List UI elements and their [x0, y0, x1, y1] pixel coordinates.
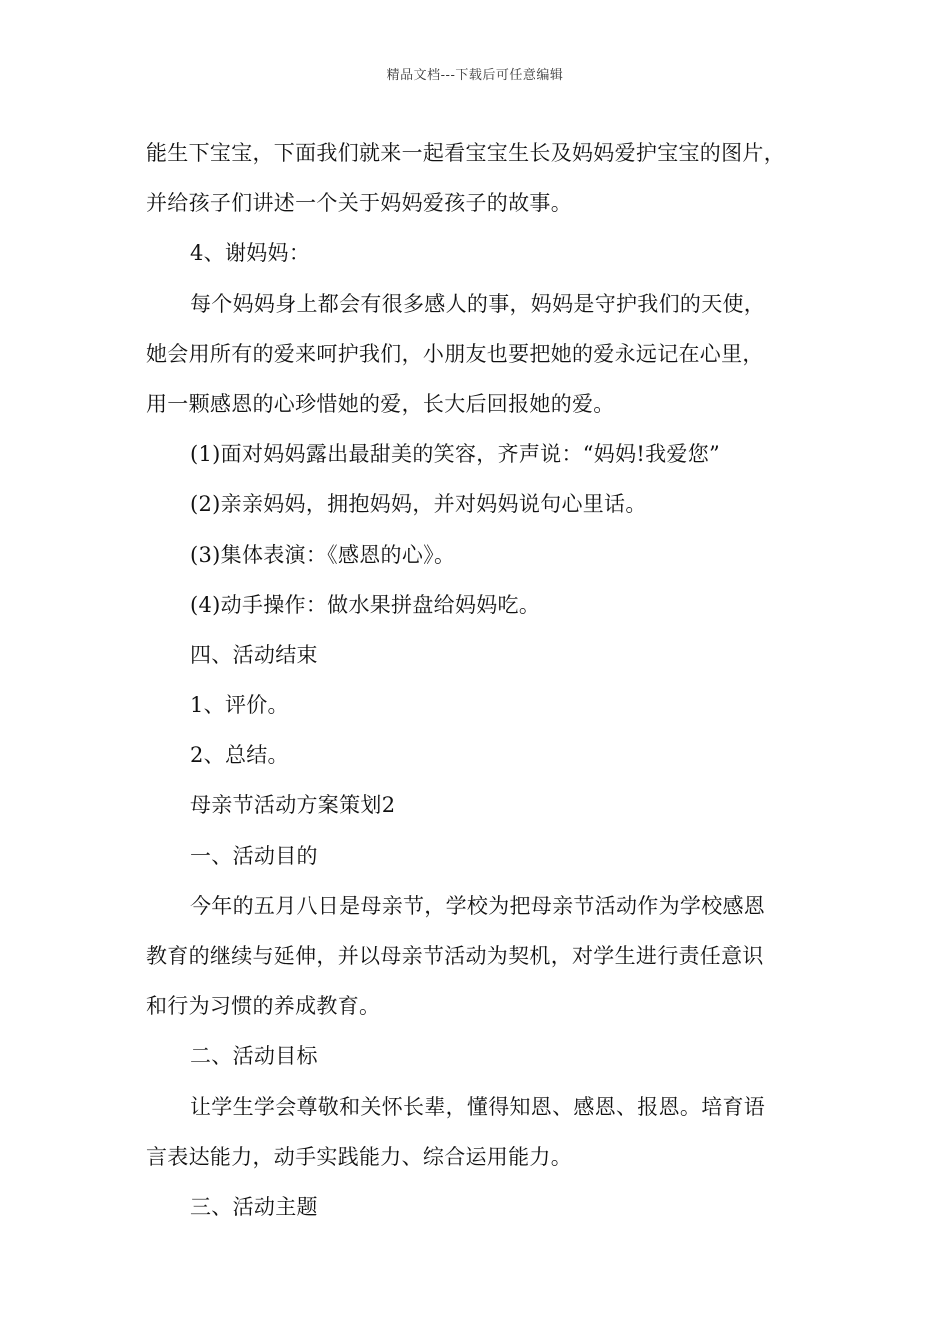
section-heading-goals: 二、活动目标: [190, 1044, 318, 1069]
text-line-21: 言表达能力，动手实践能力、综合运用能力。: [146, 1144, 572, 1169]
text-line-20: 让学生学会尊敬和关怀长辈，懂得知恩、感恩、报恩。培育语: [190, 1094, 766, 1119]
text-line-5: 她会用所有的爱来呵护我们，小朋友也要把她的爱永远记在心里，: [146, 341, 764, 366]
text-line-4: 每个妈妈身上都会有很多感人的事，妈妈是守护我们的天使，: [190, 291, 766, 316]
text-line-1: 能生下宝宝，下面我们就来一起看宝宝生长及妈妈爱护宝宝的图片，: [146, 141, 785, 165]
text-line-6: 用一颗感恩的心珍惜她的爱，长大后回报她的爱。: [146, 391, 615, 416]
text-line-18: 和行为习惯的养成教育。: [146, 994, 381, 1019]
page-header: 精品文档---下载后可任意编辑: [386, 68, 564, 83]
text-line-16: 今年的五月八日是母亲节，学校为把母亲节活动作为学校感恩: [190, 893, 766, 918]
section-heading-purpose: 一、活动目的: [190, 843, 318, 868]
list-item-summary: 2、总结。: [190, 743, 289, 768]
list-item-4: (4)动手操作：做水果拼盘给妈妈吃。: [190, 592, 541, 617]
document-body: [146, 128, 836, 1232]
list-item-1: (1)面对妈妈露出最甜美的笑容，齐声说：“妈妈!我爱您”: [190, 442, 721, 467]
item-heading-thank-mom: 4、谢妈妈：: [190, 241, 311, 266]
section-heading-theme: 三、活动主题: [190, 1194, 318, 1219]
list-item-3: (3)集体表演：《感恩的心》。: [190, 542, 456, 567]
section-heading-activity-end: 四、活动结束: [190, 642, 318, 667]
text-line-2: 并给孩子们讲述一个关于妈妈爱孩子的故事。: [146, 191, 572, 216]
list-item-2: (2)亲亲妈妈，拥抱妈妈，并对妈妈说句心里话。: [190, 492, 647, 517]
plan-title: 母亲节活动方案策划2: [190, 793, 396, 818]
text-line-17: 教育的继续与延伸，并以母亲节活动为契机，对学生进行责任意识: [146, 944, 764, 968]
list-item-evaluation: 1、评价。: [190, 693, 289, 718]
